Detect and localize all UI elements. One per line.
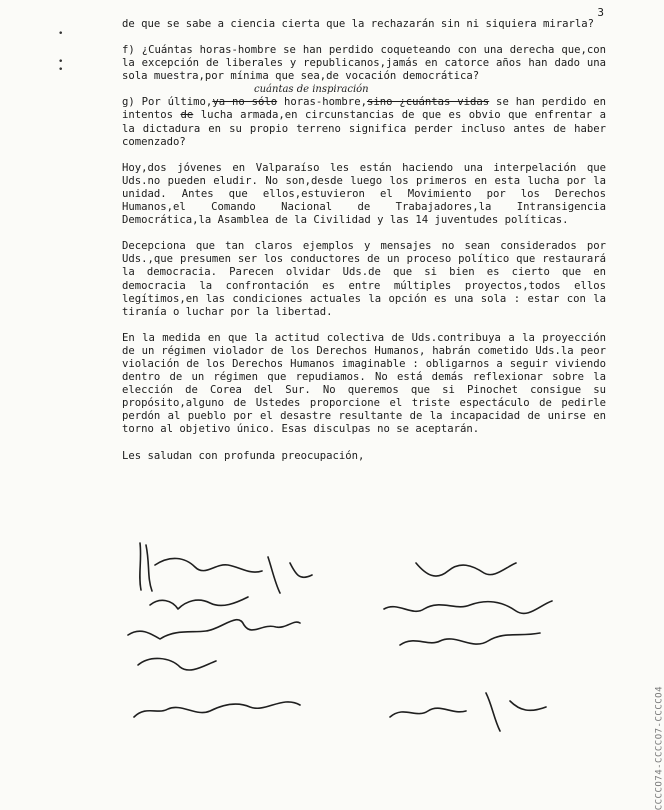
paragraph-g-part-c: se han perdido en intentos — [122, 96, 607, 122]
paragraph-g-part-a: g) Por último, — [122, 96, 213, 109]
signature-6 — [416, 563, 516, 576]
signature-7 — [384, 601, 552, 613]
paragraph-f: f) ¿Cuántas horas-hombre se han perdido coqueteando con una derecha que,con la excepción de liberales y republicanos,jamás en catorce años han dado una sola muestra,por mínima que sea,de vocación democrática? — [122, 44, 606, 83]
paragraph-hoy: Hoy,dos jóvenes en Valparaíso les están haciendo una interpelación que Uds.no pueden eludir. No son,desde luego los primeros en esta lucha por la unidad. Antes que ellos,estuvieron el Movimiento por los Derechos Humanos,el Comando Nacional de Trabajadores,la Intransigencia Democrática,la Asamblea de la Civilidad y las 14 juventudes políticas. — [122, 161, 606, 227]
archive-stamp: CCCCO74-CCCCO7-CCCCO4 — [654, 686, 664, 810]
letter-body — [122, 18, 606, 476]
margin-mark: • — [58, 57, 64, 67]
margin-mark: • — [58, 29, 64, 39]
paragraph-continuation: de que se sabe a ciencia cierta que la rechazarán sin ni siquiera mirarla? — [122, 18, 594, 30]
closing-salutation: Les saludan con profunda preocupación, — [122, 449, 365, 462]
struck-text: sino ¿cuántas vidas — [366, 96, 490, 109]
struck-text: de — [180, 109, 194, 122]
signature-9 — [390, 693, 546, 731]
page-number: 3 — [597, 6, 604, 19]
paragraph-g-part-b: horas-hombre, — [277, 96, 367, 109]
paragraph-g-part-d: lucha armada,en circunstancias de que es obvio que enfrentar a la dictadura en su propio terreno significa perder incluso antes de haber comenzado? — [122, 109, 607, 148]
struck-text: ya no sólo — [212, 96, 278, 109]
signature-2 — [150, 597, 248, 609]
signature-5 — [134, 702, 300, 717]
signatures-area — [0, 505, 612, 785]
handwritten-signatures — [0, 505, 612, 785]
margin-mark: • — [58, 65, 64, 75]
handwritten-insertion: cuántas de inspiración — [254, 84, 369, 96]
signature-4 — [138, 658, 216, 670]
paragraph-en-la-medida: En la medida en que la actitud colectiva de Uds.contribuya a la proyección de un régimen violador de los Derechos Humanos, habrán cometido Uds.la peor violación de los Derechos Humanos imaginable : obligarnos a seguir viviendo dentro de un régimen que repudiamos. No está demás reflexionar sobre la elección de Corea del Sur. No queremos que si Pinochet consigue su propósito,alguno de Ustedes proporcione el triste espectáculo de pedirle perdón al pueblo por el desastre resultante de la incapacidad de unirse en torno al objetivo único. Esas disculpas no se aceptarán. — [122, 331, 606, 436]
paragraph-g — [122, 84, 607, 148]
paragraph-decepciona: Decepciona que tan claros ejemplos y mensajes no sean considerados por Uds.,que presumen ser los conductores de un proceso político que restaurará la democracia. Parecen olvidar Uds.de que si bien es cierto que en democracia la confrontación es entre múltiples proyectos,todos ellos legítimos,en las condiciones actuales la opción es una sola : estar con la tiranía o luchar por la libertad. — [122, 240, 606, 318]
signature-1 — [140, 543, 312, 593]
signature-3 — [128, 620, 300, 639]
signature-8 — [400, 633, 540, 645]
